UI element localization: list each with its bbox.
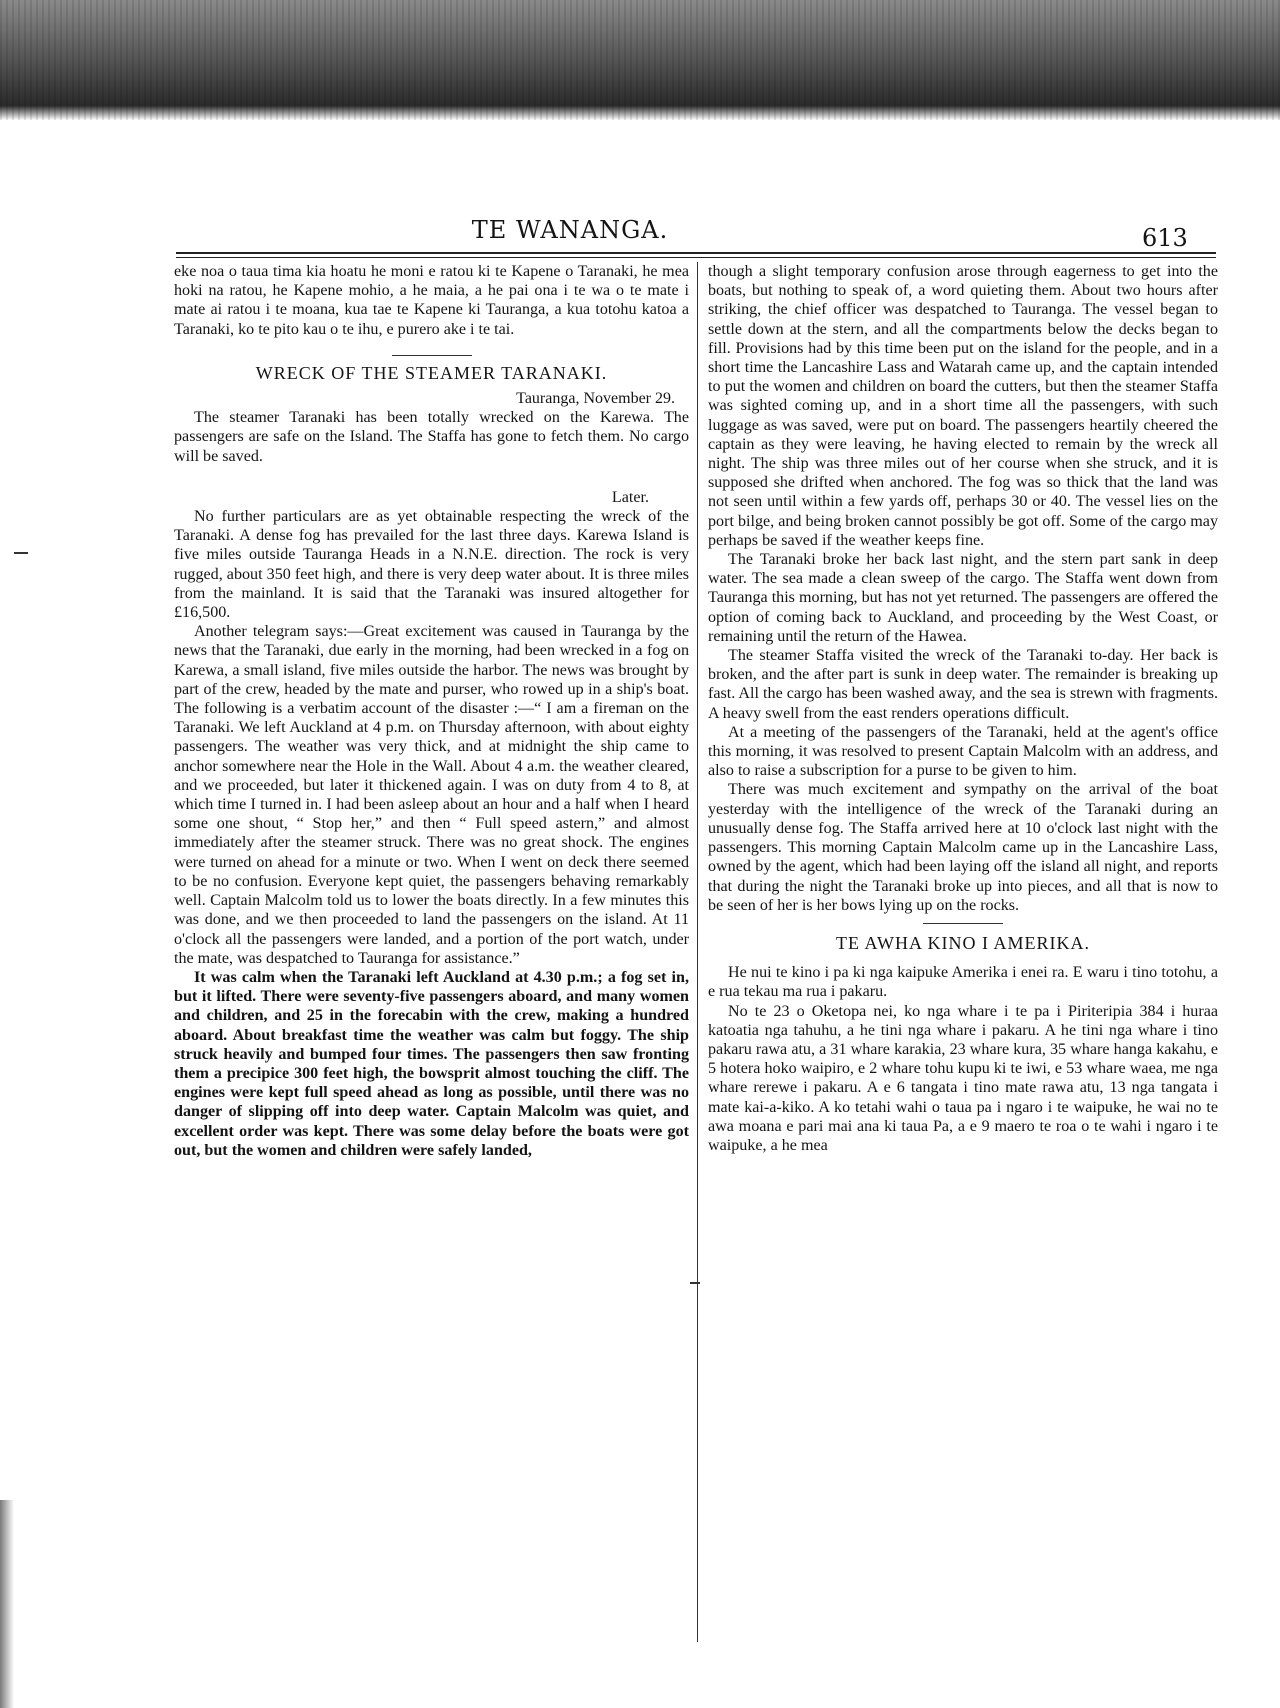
- column-divider: [697, 262, 698, 1642]
- article-heading: TE AWHA KINO I AMERIKA.: [835, 932, 1091, 953]
- article-paragraph: At a meeting of the passengers of the Taranaki, held at the agent's office this morning, it was resolved to present Captain Malcolm with an address, and also to raise a subscription for a purse to be given to him.: [708, 723, 1218, 780]
- continued-paragraph: eke noa o taua tima kia hoatu he moni e ratou ki te Kapene o Taranaki, he mea hoki na ratou, he Kapene mohio, a he maia, a he pai ona i te wa o te mate i mate ai ratou i te moana, kua tae te Kapene ki Tauranga, a kua totohu katoa a Taranaki, ko te pito kau o te ihu, e purero ake i te tai.: [174, 263, 689, 338]
- later-marker: Later.: [611, 488, 649, 506]
- masthead: [0, 216, 1280, 252]
- article-paragraph: He nui te kino i pa ki nga kaipuke Amerika i enei ra. E waru i tino totohu, a e rua tekau ma rua i pakaru.: [708, 964, 1218, 1001]
- article-paragraph: Another telegram says:—Great excitement was caused in Tauranga by the news that the Taranaki, due early in the morning, had been wrecked in a fog on Karewa, a small island, five miles outside the harbor. The news was brought by part of the crew, headed by the mate and purser, who rowed up in a ship's boat. The following is a verbatim account of the disaster :—“ I am a fireman on the Taranaki. We left Auckland at 4 p.m. on Thursday afternoon, with about eighty passengers. The weather was very thick, and at midnight the ship came to anchor somewhere near the Hole in the Wall. About 4 a.m. the weather cleared, and we proceeded, but later it thickened again. I was on duty from 4 to 8, at which time I turned in. I had been asleep about an hour and a half when I heard some one shout, “ Stop her,” and then “ Full speed astern,” and almost immediately after the steamer struck. There was no great shock. The engines were turned on ahead for a minute or two. When I went on deck there seemed to be no confusion. Everyone kept quiet, the passengers behaving remarkably well. Captain Malcolm told us to lower the boats directly. In a few minutes this was done, and we then proceeded to land the passengers on the island. At 11 o'clock all the passengers were landed, and a portion of the port watch, under the mate, was despatched to Tauranga for assistance.”: [174, 623, 689, 967]
- margin-mark: [14, 552, 28, 554]
- newspaper-title: TE WANANGA.: [471, 216, 669, 244]
- masthead-rule-thin: [176, 257, 1216, 258]
- margin-mark: [690, 1282, 700, 1284]
- page-number: 613: [1142, 224, 1188, 252]
- article-paragraph: The steamer Taranaki has been totally wrecked on the Karewa. The passengers are safe on the Island. The Staffa has gone to fetch them. No cargo will be saved.: [174, 409, 689, 465]
- article-paragraph: There was much excitement and sympathy on the arrival of the boat yesterday with the intelligence of the wreck of the Taranaki during an unusually dense fog. The Staffa arrived here at 10 o'clock last night with the passengers. This morning Captain Malcolm came up in the Lancashire Lass, owned by the agent, which had been laying off the island all night, and reports that during the night the Taranaki broke up into pieces, and all that is now to be seen of her is her bows lying up on the rocks.: [708, 781, 1218, 914]
- article-paragraph: It was calm when the Taranaki left Auckland at 4.30 p.m.; a fog set in, but it lifted. There were seventy-five passengers aboard, and many women and children, and 25 in the forecabin with the crew, making a hundred aboard. About breakfast time the weather was calm but foggy. The ship struck heavily and bumped four times. The passengers then saw fronting them a precipice 300 feet high, the bowsprit almost touching the cliff. The engines were kept full speed ahead as long as possible, until there was no danger of slipping off into deep water. Captain Malcolm was quiet, and excellent order was kept. There was some delay before the boats were got out, but the women and children were safely landed,: [174, 968, 689, 1159]
- article-paragraph: The Taranaki broke her back last night, and the stern part sank in deep water. The sea made a clean sweep of the cargo. The Staffa went down from Tauranga this morning, but has not yet returned. The passengers are offered the option of coming back to Auckland, and proceeding by the West Coast, or remaining until the return of the Hawea.: [708, 551, 1218, 645]
- dateline: Tauranga, November 29.: [516, 390, 675, 408]
- scan-margin-shadow: [0, 1500, 14, 1708]
- left-column: [174, 262, 689, 1160]
- article-paragraph: No further particulars are as yet obtainable respecting the wreck of the Taranaki. A dense fog has prevailed for the last three days. Karewa Island is five miles outside Tauranga Heads in a N.N.E. direction. The rock is very rugged, about 350 feet high, and there is very deep water about. It is three miles from the mainland. It is said that the Taranaki was insured altogether for £16,500.: [174, 508, 689, 622]
- article-paragraph: The steamer Staffa visited the wreck of the Taranaki to-day. Her back is broken, and the after part is sunk in deep water. The remainder is breaking up fast. All the cargo has been washed away, and the sea is strewn with fragments. A heavy swell from the east renders operations difficult.: [708, 647, 1218, 722]
- masthead-rule: [176, 252, 1216, 254]
- scanned-page-edge: [0, 0, 1280, 120]
- article-paragraph: though a slight temporary confusion arose through eagerness to get into the boats, but nothing to speak of, a word quieting them. About two hours after striking, the chief officer was despatched to Tauranga. The vessel began to settle down at the stern, and all the compartments below the decks began to fill. Provisions had by this time been put on the island for the people, and in a short time the Lancashire Lass and Watarah came up, and the captain intended to put the women and children on board the cutters, but then the steamer Staffa was sighted coming up, and in a short time all the passengers, with such luggage as was saved, were put on board. The passengers heartily cheered the captain as they were leaving, he having elected to remain by the wreck all night. The ship was three miles out of her course when she struck, and it is supposed she drifted when anchored. The fog was so thick that the land was not seen until within a few yards off, perhaps 30 or 40. The vessel lies on the port bilge, and being broken cannot possibly be got off. Some of the cargo may perhaps be saved if the weather keeps fine.: [708, 263, 1218, 549]
- right-column: [708, 262, 1218, 1155]
- article-paragraph: No te 23 o Oketopa nei, ko nga whare i te pa i Piriteripia 384 i huraa katoatia nga tahuhu, a he tini nga whare i pakaru. A he tini nga whare i tino pakaru rawa atu, a 31 whare karakia, 23 whare kura, 35 whare hanga kakahu, e 5 hotera hoko waipiro, e 2 whare tohu kupu ki te iwi, e 53 whare waea, me nga whare rerewe i pakaru. A e 6 tangata i tino mate rawa atu, 13 nga tangata i mate kai-a-kiko. A ko tetahi wahi o taua pa i ngaro i te waipuke, he wai no te awa moana e pari mai ana ki taua Pa, a e 9 maero te roa o te wahi i ngaro i te waipuke, a he mea: [708, 1002, 1218, 1154]
- article-heading: WRECK OF THE STEAMER TARANAKI.: [255, 362, 608, 383]
